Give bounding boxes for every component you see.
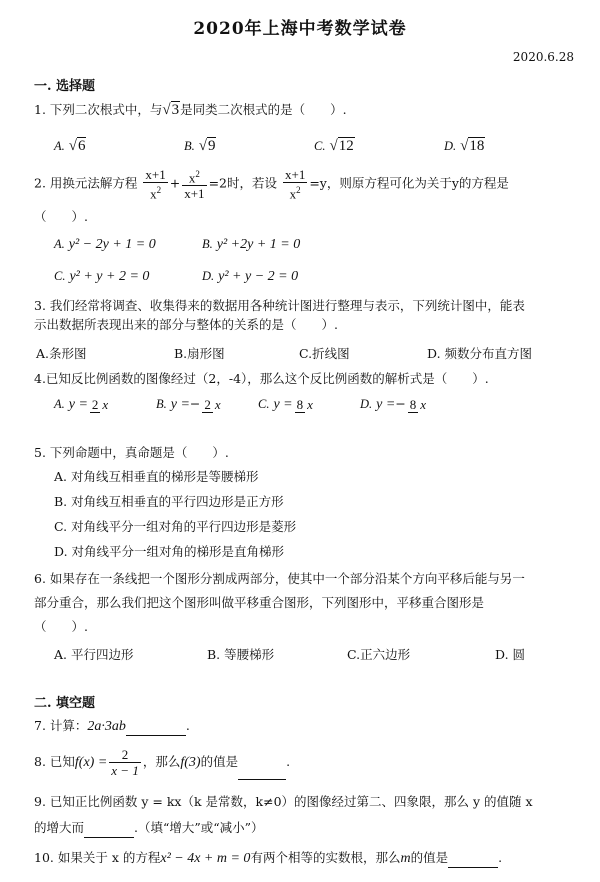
q1-option-d[interactable]: D. √18 <box>444 138 485 154</box>
q5-option-c[interactable]: C. 对角线平分一组对角的平行四边形是菱形 <box>54 519 297 534</box>
q6-option-a[interactable]: A. 平行四边形 <box>54 647 134 662</box>
q10-prefix: 10. 如果关于 x 的方程 <box>34 850 161 865</box>
q9-line-2 <box>34 819 570 838</box>
q2-fraction-2: $\frac{x^2}{x+1}$ <box>184 169 205 202</box>
q8-f3: f(3) <box>180 755 201 770</box>
question-5: 5. 下列命题中，真命题是（ ）. <box>34 445 229 460</box>
question-7 <box>34 717 570 736</box>
q2-prefix: 2. 用换元法解方程 <box>34 175 138 191</box>
question-10 <box>34 849 570 868</box>
q9-answer-blank[interactable] <box>84 819 134 838</box>
q3-option-a[interactable]: A.条形图 <box>36 346 87 361</box>
q2-option-d[interactable]: D. y² + y − 2 = 0 <box>202 269 299 284</box>
q1-prefix: 1. 下列二次根式中，与 <box>34 102 163 117</box>
q2-option-c[interactable]: C. y² + y + 2 = 0 <box>54 269 150 284</box>
q6-line-2: 部分重合，那么我们把这个图形叫做平移重合图形，下列图形中，平移重合图形是 <box>34 595 485 610</box>
q8-fraction: $\frac{2}{x - 1}$ <box>111 747 139 778</box>
q9-line-1: 9. 已知正比例函数 y = kx（k 是常数，k≠0）的图像经过第二、四象限，那么 y 的值随 x <box>34 794 533 809</box>
q3-option-b[interactable]: B.扇形图 <box>174 346 225 361</box>
q2-suffix: =y，则原方程可化为关于y的方程是 <box>309 175 509 191</box>
q2-paren: （ ）. <box>34 209 88 224</box>
q10-equation: x² − 4x + m = 0 <box>160 851 251 866</box>
q9-line-2-prefix: 的增大而 <box>34 820 85 835</box>
q7-answer-blank[interactable] <box>126 717 186 736</box>
page-title: 2020年上海中考数学试卷 <box>193 19 407 39</box>
question-1 <box>34 101 570 119</box>
q7-expression: 2a·3ab <box>87 719 126 734</box>
q3-line-2: 示出数据所表现出来的部分与整体的关系的是（ ）. <box>34 317 338 332</box>
q1-option-a[interactable]: A. √6 <box>54 138 86 154</box>
q8-prefix: 8. 已知 <box>34 754 75 769</box>
q3-options <box>36 344 560 362</box>
q7-suffix: . <box>185 718 190 733</box>
q5-option-a[interactable]: A. 对角线互相垂直的梯形是等腰梯形 <box>54 469 259 484</box>
q2-options-row1 <box>54 236 560 253</box>
exam-date: 2020.6.28 <box>512 50 574 64</box>
q9-line-2-suffix: .（填“增大”或“减小”） <box>134 820 264 835</box>
q1-options <box>54 137 560 155</box>
q10-mid: 有两个相等的实数根，那么 <box>250 850 401 865</box>
q10-suffix: 的值是 <box>410 850 449 865</box>
question-4: 4.已知反比例函数的图像经过（2，-4），那么这个反比例函数的解析式是（ ）. <box>34 371 489 386</box>
q4-option-b[interactable]: B. y =− 2 x <box>156 396 221 412</box>
question-2: 2. 用换元法解方程 $\frac{x+1}{x^2}$ + $\frac{x^2}{x+1}$ =2时，若设 $\frac{x+1}{x^2}$ =y，则原方程可化为关于y的方程是 <box>34 167 509 202</box>
section-choice-heading: 一. 选择题 <box>34 79 96 94</box>
q8-mid: ，那么 <box>142 754 181 769</box>
q8-answer-blank[interactable] <box>238 745 286 780</box>
q3-option-c[interactable]: C.折线图 <box>299 346 350 361</box>
q4-option-c[interactable]: C. y = 8 x <box>258 396 313 412</box>
q8-end: . <box>286 754 291 769</box>
q6-line-3: （ ）. <box>34 619 88 634</box>
q1-suffix: 是同类二次根式的是（ ）. <box>180 102 347 117</box>
q3-line-1: 3. 我们经常将调查、收集得来的数据用各种统计图进行整理与表示，下列统计图中，能表 <box>34 298 525 313</box>
q1-option-b[interactable]: B. √9 <box>184 138 216 154</box>
section-fill-heading: 二. 填空题 <box>34 696 96 711</box>
q2-fraction-1: $\frac{x+1}{x^2}$ <box>145 167 166 202</box>
q2-substitution-fraction: $\frac{x+1}{x^2}$ <box>284 167 306 202</box>
q4-options <box>54 396 560 413</box>
q2-mid: =2时，若设 <box>208 175 277 191</box>
q8-function: f(x) = <box>74 755 108 770</box>
q2-option-b[interactable]: B. y² +2y + 1 = 0 <box>202 237 301 252</box>
q6-option-c[interactable]: C.正六边形 <box>347 647 411 662</box>
q6-options <box>54 645 560 663</box>
q6-option-d[interactable]: D. 圆 <box>495 647 526 662</box>
q10-end: . <box>498 850 503 865</box>
question-8 <box>34 745 570 780</box>
q5-option-b[interactable]: B. 对角线互相垂直的平行四边形是正方形 <box>54 494 284 509</box>
q1-option-c[interactable]: C. √12 <box>314 138 354 154</box>
q6-line-1: 6. 如果存在一条线把一个图形分割成两部分，使其中一个部分沿某个方向平移后能与另一 <box>34 571 525 586</box>
q4-option-d[interactable]: D. y =− 8 x <box>360 396 427 412</box>
q2-options-row2 <box>54 268 560 285</box>
q3-option-d[interactable]: D. 频数分布直方图 <box>427 346 533 361</box>
q8-suffix: 的值是 <box>200 754 239 769</box>
q6-option-b[interactable]: B. 等腰梯形 <box>207 647 275 662</box>
q7-prefix: 7. 计算： <box>34 718 88 733</box>
q4-option-a[interactable]: A. y = 2 x <box>54 396 109 412</box>
q10-m: m <box>400 851 411 866</box>
q10-answer-blank[interactable] <box>448 849 498 868</box>
q1-sqrt: √3 <box>162 102 180 118</box>
q2-option-a[interactable]: A. y² − 2y + 1 = 0 <box>54 237 156 252</box>
q5-option-d[interactable]: D. 对角线平分一组对角的梯形是直角梯形 <box>54 544 285 559</box>
